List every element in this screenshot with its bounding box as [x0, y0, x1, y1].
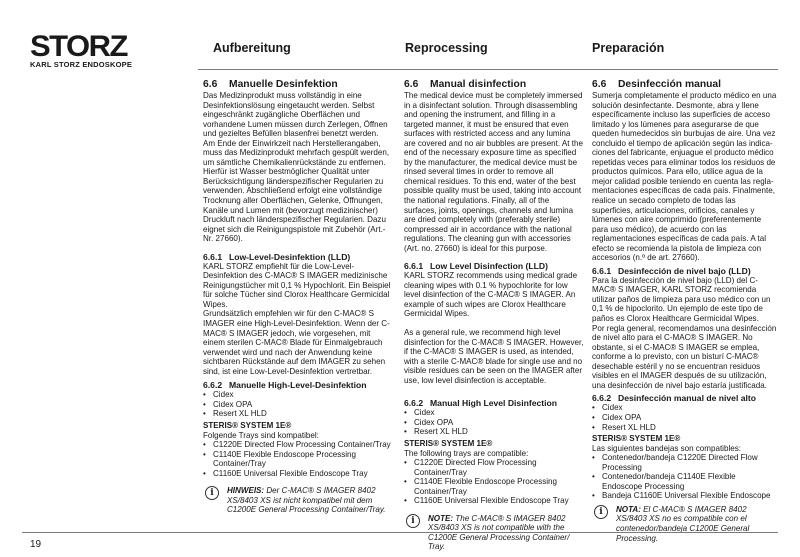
section-heading: 6.6 Desinfección manual	[592, 79, 721, 90]
list-item: • Resert XL HLD	[203, 409, 391, 419]
logo-wordmark: STORZ	[30, 29, 127, 63]
list-item: • Cidex OPA	[592, 413, 777, 423]
subsection-lld-heading: 6.6.1 Low Level Disinfection (LLD)	[404, 261, 548, 272]
lld-paragraph-2: Grundsätzlich empfehlen wir für den C-MAC® S IMAGER eine High-Level-Desinfektion. Wenn der C-MAC® S IMAGER jedoch, wie vorgesehen, mit einem sterilen C-MAC® Blade für Einmalgebrauch verwendet wird und nach der Anwendung keine sichtbaren Rückstände auf dem IMAGER zu sehen sind, ist eine Low-Level-Desinfektion vertretbar.	[203, 309, 390, 376]
agents-list	[592, 403, 777, 432]
column-german	[203, 79, 391, 515]
note-text: El C-MAC® S IMAGER 8402 XS/8403 XS no es compatible con el contenedor/bandeja C1200E General Processing.	[616, 504, 750, 543]
subsection-hld-heading: 6.6.2 Manuelle High-Level-Desinfektion	[203, 380, 367, 391]
list-item: • C1160E Universal Flexible Endoscope Tray	[404, 496, 584, 506]
list-item: • Resert XL HLD	[592, 423, 777, 433]
lld-paragraph-1: KARL STORZ empfiehlt für die Low-Level-Desinfektion des C-MAC® S IMAGER medizinische Reinigungstücher mit 0,1 % Hypochlorit. Ein Beispiel für solche Tücher sind Clorox Healthcare Germicidal Wipes.	[203, 261, 391, 309]
subsection-hld-heading: 6.6.2 Manual High Level Disinfection	[404, 398, 558, 409]
section-heading: 6.6 Manual disinfection	[404, 79, 527, 90]
subsection-lld-heading: 6.6.1 Desinfección de nivel bajo (LLD)	[592, 265, 751, 276]
logo-subtitle: KARL STORZ ENDOSKOPE	[30, 60, 133, 69]
agents-list	[203, 390, 391, 419]
list-item: • Cidex	[203, 390, 391, 400]
list-item: • Cidex OPA	[203, 400, 391, 410]
trays-intro: Folgende Trays sind kompatibel:	[203, 430, 319, 440]
column-english	[404, 79, 584, 552]
list-item: • Cidex	[404, 408, 584, 418]
lld-paragraph-2: As a general rule, we recommend high level disinfection for the C-MAC® S IMAGER. However, if the C-MAC® S IMAGER is used, as intended, with a sterile C-MAC® blade for single use and no visible residues can be seen on the IMAGER after use, low level disinfection is acceptable.	[404, 328, 584, 385]
header-divider	[198, 69, 778, 70]
steris-heading: STERIS® SYSTEM 1E®	[404, 438, 493, 448]
info-icon: i	[205, 486, 219, 500]
agents-list	[404, 408, 584, 437]
subsection-hld-heading: 6.6.2 Desinfección manual de nivel alto	[592, 393, 757, 404]
column-title-en: Reprocessing	[405, 41, 488, 55]
steris-heading: STERIS® SYSTEM 1E®	[203, 420, 292, 430]
section-heading: 6.6 Manuelle Desinfektion	[203, 79, 338, 90]
list-item: • Bandeja C1160E Universal Flexible Endoscope	[592, 491, 777, 501]
list-item: • Contenedor/bandeja C1220E Directed Flow Processing	[592, 453, 777, 472]
note-box	[203, 486, 391, 515]
list-item: • Cidex OPA	[404, 418, 584, 428]
list-item: • C1140E Flexible Endoscope Processing Container/Tray	[404, 477, 584, 496]
column-spanish	[592, 79, 777, 543]
column-title-es: Preparación	[592, 41, 665, 55]
note-label: HINWEIS:	[227, 486, 265, 496]
section-body: Sumerja completamente el producto médico en una solución desinfectante. Desmonte, abra y llene específicamente incluso las superficies de acceso limitado y los lúmenes para asegurarse de que queden humedecidos sin burbujas de aire. Una vez concluido el tiempo de aplicación según las indicaciones del fabricante, enjuague el producto médico repetidas veces para eliminar todos los residuos de productos químicos. Para ello, utilice agua de la mejor calidad posible teniendo en cuenta las reglamentaciones específicas de cada país. Finalmente, realice un secado completo de todas las superficies, articulaciones, orificios, canales y lúmenes con aire comprimido (preferentemente para uso médico), de acuerdo con las reglamentaciones específicas de cada país. A tal efecto se recomienda la pistola de limpieza con accesorios (n.º de art. 27660).	[592, 91, 777, 263]
steris-heading: STERIS® SYSTEM 1E®	[592, 434, 681, 444]
trays-list	[592, 453, 777, 501]
lld-paragraph-1: KARL STORZ recommends using medical grade cleaning wipes with 0.1 % hypochlorite for low level disinfection of the C-MAC® S IMAGER. An example of such wipes are Clorox Healthcare Germicidal Wipes.	[404, 271, 578, 319]
note-label: NOTE:	[428, 513, 454, 523]
info-icon: i	[594, 505, 608, 519]
trays-intro: The following trays are compatible:	[404, 448, 529, 458]
info-icon: i	[406, 514, 420, 528]
list-item: • C1140E Flexible Endoscope Processing Container/Tray	[203, 450, 391, 469]
page-number: 19	[30, 539, 42, 550]
section-body: Das Medizinprodukt muss vollständig in eine Desinfektionslösung eingetaucht werden. Selbst eingeschränkt zugängliche Oberflächen und vorhandene Lumen müssen durch Zerlegen, Öffnen und gezieltes Befüllen blasenfrei benetzt werden. Am Ende der Einwirkzeit nach Herstellerangaben, muss das Medizinprodukt mehrfach gespült werden, um sämtliche Chemikalienrückstände zu entfernen. Hierfür ist Wasser bestmöglicher Qualität unter Berücksichtigung länderspezifischer Regularien zu verwenden. Abschließend erfolgt eine vollständige Trocknung aller Oberflächen, Gelenke, Öffnungen, Kanäle und Lumen mit (bevorzugt medizinischer) Druckluft nach länderspezifischer Regularien. Dazu eignet sich die Reinigungspistole mit Zubehör (Art.-Nr. 27660).	[203, 91, 390, 244]
column-title-de: Aufbereitung	[213, 41, 291, 55]
list-item: • Cidex	[592, 403, 777, 413]
lld-paragraph-2: Por regla general, recomendamos una desinfección de nivel alto para el C-MAC® S IMAGER. No obstante, si el C-MAC® S IMAGER se emplea, conforme a lo previsto, con un bisturí C-MAC® desechable estéril y no se encuentran residuos visibles en el IMAGER después de su utilización, una desinfección de nivel bajo estaría justificada.	[592, 323, 777, 390]
subsection-lld-heading: 6.6.1 Low-Level-Desinfektion (LLD)	[203, 251, 351, 262]
note-text: Der C-MAC® S IMAGER 8402 XS/8403 XS ist nicht kompatibel mit dem C1200E General Processing Container/Tray.	[227, 486, 386, 515]
list-item: • Resert XL HLD	[404, 427, 584, 437]
lld-paragraph-1: Para la desinfección de nivel bajo (LLD) del C-MAC® S IMAGER, KARL STORZ recomienda utilizar paños de limpieza para uso médico con un 0,1 % de hipoclorito. Un ejemplo de este tipo de paños es Clorox Healthcare Germicidal Wipes.	[592, 275, 771, 324]
list-item: • C1220E Directed Flow Processing Container/Tray	[404, 458, 584, 477]
list-item: • C1220E Directed Flow Processing Container/Tray	[203, 440, 391, 450]
trays-intro: Las siguientes bandejas son compatibles:	[592, 443, 741, 453]
trays-list	[404, 458, 584, 506]
trays-list	[203, 440, 391, 478]
list-item: • C1160E Universal Flexible Endoscope Tray	[203, 469, 391, 479]
section-body: The medical device must be completely immersed in a disinfectant solution. Through disassembling and opening the instrument, and filling in a targeted manner, it must be ensured that even surfaces with restricted access and any lumina are covered and no air bubbles are present. At the end of the necessary exposure time as specified by the manufacturer, the medical device must be rinsed several times in order to remove all chemical residues. To this end, water of the best possible quality must be used, taking into account the national regulations. Finally, all of the surfaces, joints, openings, channels and lumina are dried completely with (preferably sterile) compressed air in accordance with the national regulations. The cleaning gun with accessories (Art. no. 27660) is ideal for this purpose.	[404, 91, 583, 253]
list-item: • Contenedor/bandeja C1140E Flexible Endoscope Processing	[592, 472, 777, 491]
karl-storz-logo	[30, 29, 150, 69]
note-label: NOTA:	[616, 504, 641, 514]
note-text: The C-MAC® S IMAGER 8402 XS/8403 XS is not compatible with the C1200E General Processing Container/ Tray.	[428, 513, 570, 552]
footer-divider	[22, 532, 778, 533]
note-box	[592, 505, 777, 543]
